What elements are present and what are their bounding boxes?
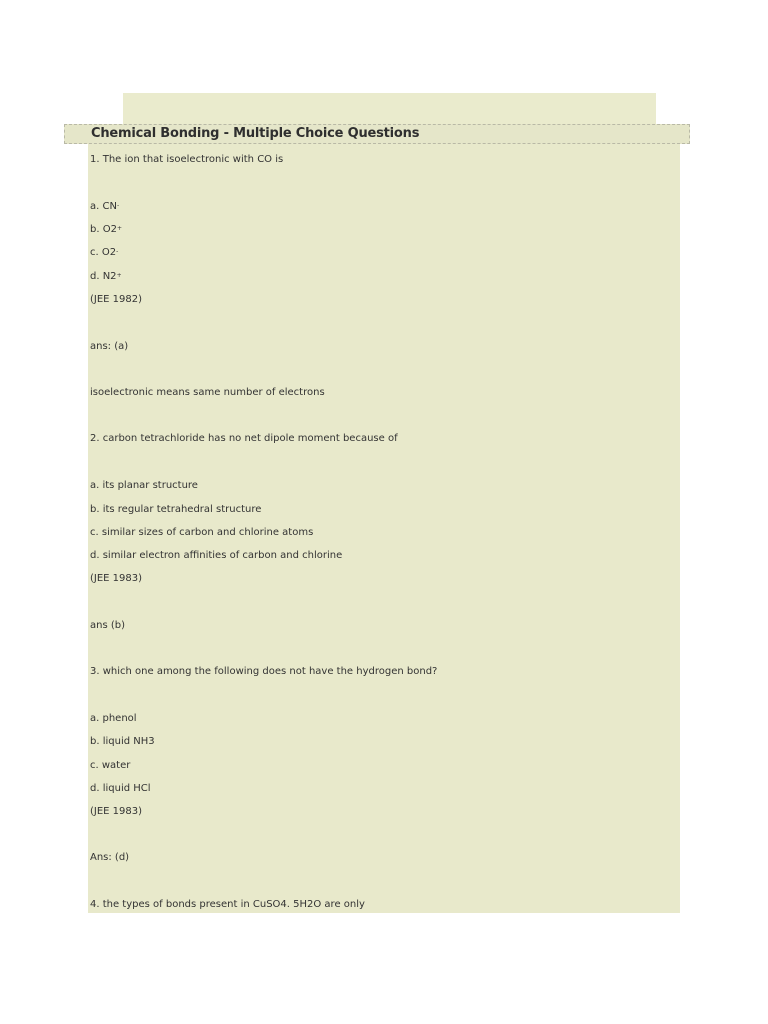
- question-3-source: (JEE 1983): [90, 806, 143, 817]
- question-3-answer: Ans: (d): [90, 852, 130, 863]
- question-2-option-a: a. its planar structure: [90, 480, 198, 491]
- question-3-option-c: c. water: [90, 760, 131, 771]
- question-3-option-b: b. liquid NH3: [90, 736, 155, 747]
- question-1-source: (JEE 1982): [90, 294, 143, 305]
- question-3-option-a: a. phenol: [90, 713, 137, 724]
- question-2-option-b: b. its regular tetrahedral structure: [90, 504, 262, 515]
- page-title: Chemical Bonding - Multiple Choice Questions: [91, 126, 420, 141]
- question-3-text: 3. which one among the following does not have the hydrogen bond?: [90, 666, 438, 677]
- question-1-option-b: b. O2+: [90, 224, 122, 235]
- question-2-option-c: c. similar sizes of carbon and chlorine atoms: [90, 527, 314, 538]
- title-bar: [64, 124, 690, 144]
- header-band: [123, 93, 656, 124]
- question-1-option-d: d. N2+: [90, 271, 122, 282]
- question-1-option-a: a. CN-: [90, 201, 120, 212]
- question-1-answer: ans: (a): [90, 341, 129, 352]
- question-1-text: 1. The ion that isoelectronic with CO is: [90, 154, 284, 165]
- question-4-text: 4. the types of bonds present in CuSO4. 5H2O are only: [90, 899, 365, 910]
- question-2-option-d: d. similar electron affinities of carbon and chlorine: [90, 550, 343, 561]
- question-2-source: (JEE 1983): [90, 573, 143, 584]
- question-2-text: 2. carbon tetrachloride has no net dipole moment because of: [90, 433, 398, 444]
- question-2-answer: ans (b): [90, 620, 126, 631]
- question-3-option-d: d. liquid HCl: [90, 783, 151, 794]
- question-1-explanation: isoelectronic means same number of electrons: [90, 387, 325, 398]
- question-1-option-c: c. O2-: [90, 247, 119, 258]
